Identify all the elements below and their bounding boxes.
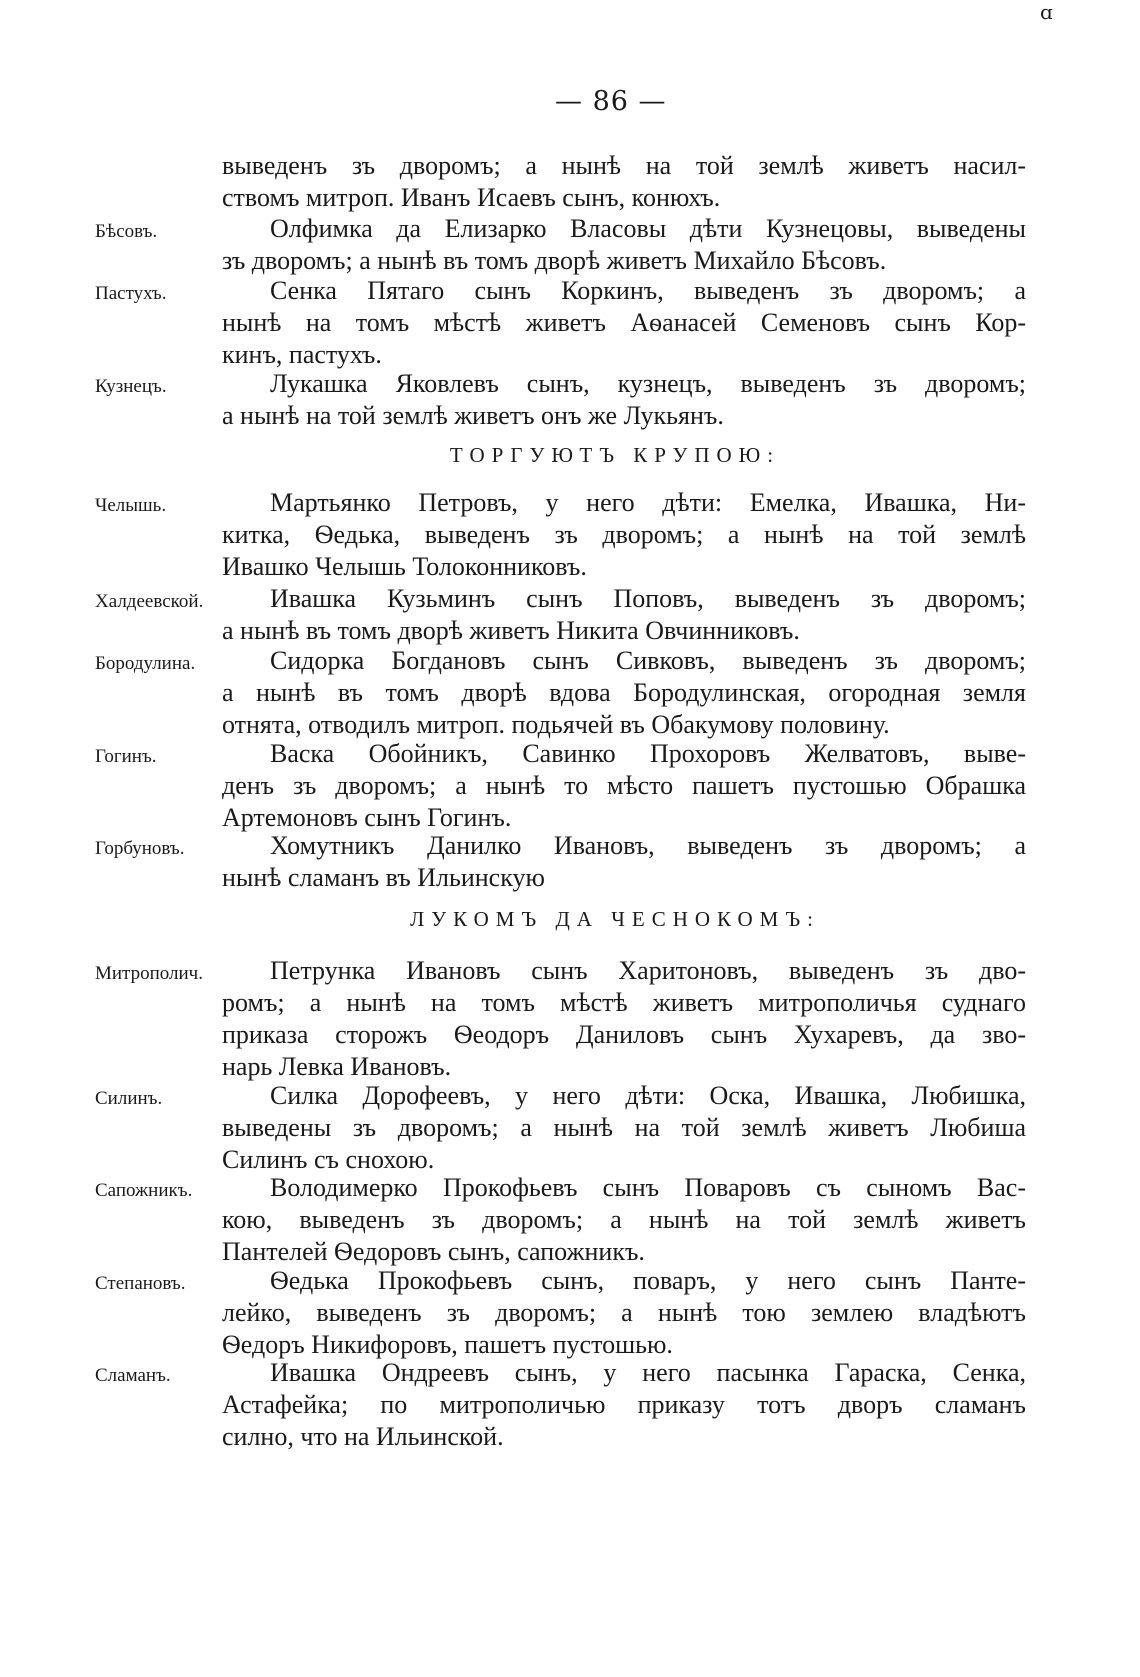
text-line: Артемоновъ сынъ Гогинъ. xyxy=(222,803,512,832)
text-line: Пантелей Ѳедоровъ сынъ, сапожникъ. xyxy=(222,1237,645,1266)
text-line: кинъ, пастухъ. xyxy=(222,340,382,369)
entry-text xyxy=(222,275,1026,371)
text-line: денъ зъ дворомъ; а нынѣ то мѣсто пашетъ пустошью Обрашка xyxy=(222,771,1026,800)
margin-surname: Сламанъ. xyxy=(95,1365,171,1386)
entry-text xyxy=(222,368,1026,432)
text-line: Силка Дорофеевъ, у него дѣти: Оска, Ивашка, Любишка, xyxy=(270,1081,1026,1110)
text-line: ствомъ митроп. Иванъ Исаевъ сынъ, конюхъ. xyxy=(222,183,721,212)
text-line: Силинъ съ снохою. xyxy=(222,1145,435,1174)
text-line: Ивашка Кузьминъ сынъ Поповъ, выведенъ зъ дворомъ; xyxy=(270,584,1026,613)
text-line: Сенка Пятаго сынъ Коркинъ, выведенъ зъ дворомъ; а xyxy=(270,276,1026,305)
entry-text xyxy=(222,1080,1026,1176)
page-number: — 86 — xyxy=(555,86,667,117)
entry-text xyxy=(222,583,1026,647)
entry-text xyxy=(222,830,1026,894)
text-line: Володимерко Прокофьевъ сынъ Поваровъ съ сыномъ Вас- xyxy=(270,1173,1026,1202)
text-line: Астафейка; по митрополичью приказу тотъ дворъ сламанъ xyxy=(222,1390,1026,1419)
margin-surname: Челышь. xyxy=(95,495,167,516)
text-line: выведены зъ дворомъ; а нынѣ на той землѣ живетъ Любиша xyxy=(222,1113,1026,1142)
entry-text xyxy=(222,1357,1026,1453)
margin-surname: Кузнецъ. xyxy=(95,376,167,397)
text-line: а нынѣ въ томъ дворѣ вдова Бородулинская, огородная земля xyxy=(222,678,1026,707)
text-line: Васка Обойникъ, Савинко Прохоровъ Желватовъ, выве- xyxy=(270,739,1026,768)
text-line: Хомутникъ Данилко Ивановъ, выведенъ зъ дворомъ; а xyxy=(270,831,1026,860)
margin-surname: Пастухъ. xyxy=(95,283,167,304)
text-line: лейко, выведенъ зъ дворомъ; а нынѣ тою землею владѣютъ xyxy=(222,1298,1026,1327)
entry-text xyxy=(222,645,1026,741)
text-line: Ивашка Ондреевъ сынъ, у него пасынка Гараска, Сенка, xyxy=(270,1358,1026,1387)
text-line: а нынѣ на той землѣ живетъ онъ же Лукьянъ. xyxy=(222,401,724,430)
section-heading: ЛУКОМЪ ДА ЧЕСНОКОМЪ: xyxy=(409,907,821,931)
text-line: отнята, отводилъ митроп. подьячей въ Обакумову половину. xyxy=(222,710,890,739)
section-heading: ТОРГУЮТЪ КРУПОЮ: xyxy=(449,443,781,467)
margin-surname: Бѣсовъ. xyxy=(95,221,158,242)
margin-surname: Гогинъ. xyxy=(95,746,157,767)
entry-text xyxy=(222,213,1026,277)
text-line: нынѣ сламанъ въ Ильинскую xyxy=(222,863,545,892)
margin-surname: Халдеевской. xyxy=(95,591,204,612)
text-line: Лукашка Яковлевъ сынъ, кузнецъ, выведенъ зъ дворомъ; xyxy=(270,369,1026,398)
corner-mark: ɑ xyxy=(1040,0,1053,24)
text-line: Ѳедька Прокофьевъ сынъ, поваръ, у него сынъ Панте- xyxy=(270,1266,1026,1295)
entry-text xyxy=(222,487,1026,583)
margin-surname: Бородулина. xyxy=(95,653,196,674)
entry-text xyxy=(222,955,1026,1083)
text-line: Ѳедоръ Никифоровъ, пашетъ пустошью. xyxy=(222,1330,673,1359)
text-line: ромъ; а нынѣ на томъ мѣстѣ живетъ митрополичья суднаго xyxy=(222,988,1026,1017)
text-line: приказа сторожъ Ѳеодоръ Даниловъ сынъ Хухаревъ, да зво- xyxy=(222,1020,1026,1049)
text-line: нынѣ на томъ мѣстѣ живетъ Аѳанасей Семеновъ сынъ Кор- xyxy=(222,308,1026,337)
text-line: нарь Левка Ивановъ. xyxy=(222,1052,452,1081)
margin-surname: Силинъ. xyxy=(95,1088,163,1109)
margin-surname: Митрополич. xyxy=(95,963,203,984)
text-line: Петрунка Ивановъ сынъ Харитоновъ, выведенъ зъ дво- xyxy=(270,956,1026,985)
text-line: Ивашко Челышь Толоконниковъ. xyxy=(222,552,587,581)
text-line: китка, Ѳедька, выведенъ зъ дворомъ; а нынѣ на той землѣ xyxy=(222,520,1026,549)
entry-text xyxy=(222,738,1026,834)
margin-surname: Степановъ. xyxy=(95,1273,186,1294)
text-line: зъ дворомъ; а нынѣ въ томъ дворѣ живетъ Михайло Бѣсовъ. xyxy=(222,246,887,275)
margin-surname: Горбуновъ. xyxy=(95,838,185,859)
margin-surname: Сапожникъ. xyxy=(95,1180,193,1201)
entry-text xyxy=(222,150,1026,214)
text-line: кою, выведенъ зъ дворомъ; а нынѣ на той землѣ живетъ xyxy=(222,1205,1026,1234)
text-line: Олфимка да Елизарко Власовы дѣти Кузнецовы, выведены xyxy=(270,214,1026,243)
text-line: а нынѣ въ томъ дворѣ живетъ Никита Овчинниковъ. xyxy=(222,616,800,645)
text-line: Мартьянко Петровъ, у него дѣти: Емелка, Ивашка, Ни- xyxy=(270,488,1026,517)
text-line: выведенъ зъ дворомъ; а нынѣ на той землѣ живетъ насил- xyxy=(222,151,1026,180)
entry-text xyxy=(222,1265,1026,1361)
text-line: Сидорка Богдановъ сынъ Сивковъ, выведенъ зъ дворомъ; xyxy=(270,646,1026,675)
text-line: силно, что на Ильинской. xyxy=(222,1422,504,1451)
entry-text xyxy=(222,1172,1026,1268)
